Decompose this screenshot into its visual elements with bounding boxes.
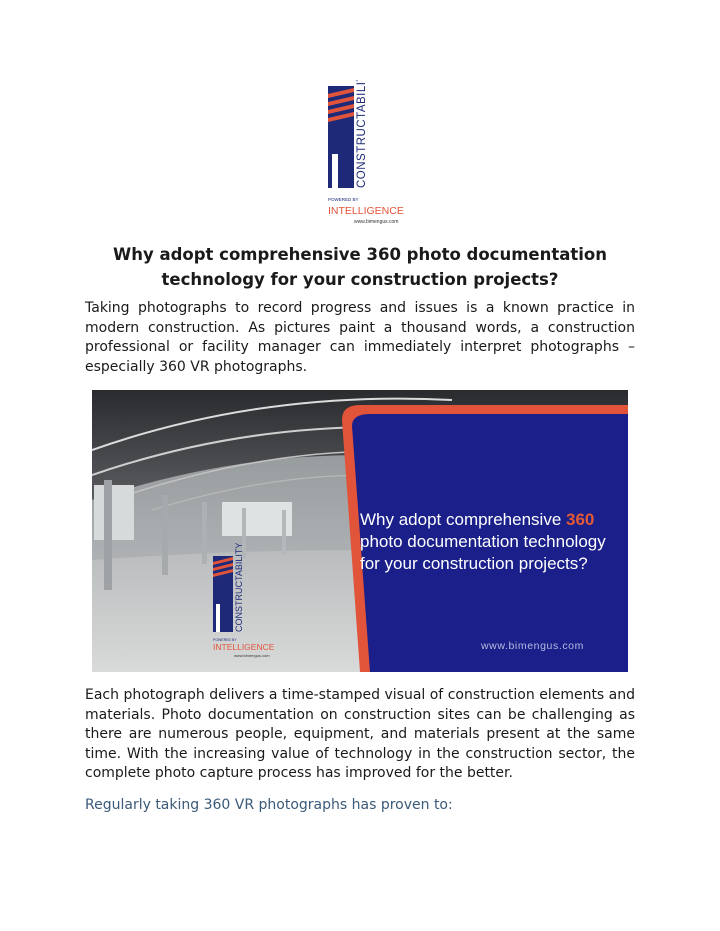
svg-text:www.bimengus.com: www.bimengus.com	[354, 219, 399, 225]
article-title-line2: technology for your construction projects?	[161, 270, 559, 289]
body-paragraph: Each photograph delivers a time-stamped visual of construction elements and materials. Photo documentation on construction sites can be challenging as there are numerous people, equipment, and materials present at the same time. With the increasing value of technology in the construction sector, the complete photo capture process has improved for the better.	[85, 687, 636, 781]
list-subheading: Regularly taking 360 VR photographs has proven to:	[85, 797, 453, 813]
svg-text:www.bimengus.com: www.bimengus.com	[234, 653, 270, 658]
constructability-logo-mark	[320, 80, 420, 230]
banner-headline-line1	[360, 509, 630, 531]
svg-text:POWERED BY: POWERED BY	[328, 197, 359, 202]
svg-text:CONSTRUCTABILITY: CONSTRUCTABILITY	[356, 80, 368, 188]
banner-headline-highlight: 360	[566, 510, 595, 529]
banner-headline-prefix: Why adopt comprehensive	[360, 510, 566, 529]
svg-text:CONSTRUCTABILITY: CONSTRUCTABILITY	[234, 542, 244, 632]
article-title	[60, 242, 660, 292]
svg-text:INTELLIGENCE: INTELLIGENCE	[213, 642, 275, 652]
svg-text:POWERED BY: POWERED BY	[213, 638, 237, 642]
banner-headline	[360, 509, 630, 575]
banner-url: www.bimengus.com	[481, 640, 584, 652]
banner-headline-line2: photo documentation technology	[360, 532, 606, 551]
svg-text:INTELLIGENCE: INTELLIGENCE	[328, 205, 404, 217]
intro-paragraph: Taking photographs to record progress and issues is a known practice in modern construction. As pictures paint a thousand words, a construction professional or facility manager can immediately interpret photographs – especially 360 VR photographs.	[85, 300, 635, 375]
banner-headline-line3: for your construction projects?	[360, 554, 588, 573]
article-title-line1: Why adopt comprehensive 360 photo documentation	[113, 245, 607, 264]
constructability-logo	[320, 80, 420, 230]
